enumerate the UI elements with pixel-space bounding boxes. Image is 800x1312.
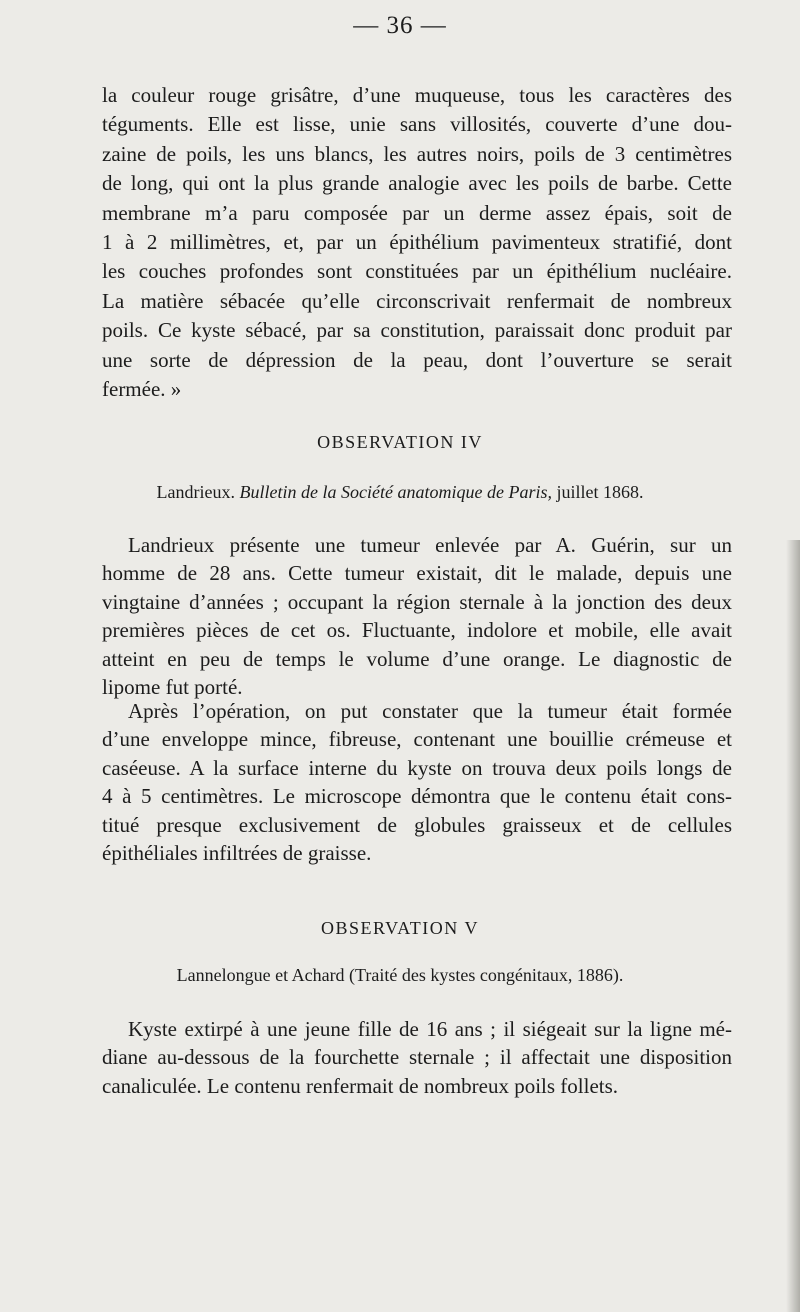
text-line: vingtaine d’années ; occupant la région sternale à la jonction des deux: [102, 589, 732, 614]
text-line: la couleur rouge grisâtre, d’une muqueuse, tous les caractères des: [102, 83, 732, 107]
text-line: 1 à 2 millimètres, et, par un épithélium pavimenteux stratifié, dont: [102, 230, 732, 254]
observation-4-heading: OBSERVATION IV: [317, 432, 483, 452]
text-line: d’une enveloppe mince, fibreuse, contenant une bouillie crémeuse et: [102, 727, 732, 752]
text-line: tégu​ments. Elle est lisse, unie sans villosités, couverte d’une dou-: [102, 112, 732, 137]
citation-date: juillet 1868.: [556, 482, 644, 502]
text-line: membrane m’a paru composée par un derme assez épais, soit de: [102, 200, 732, 225]
text-line: zaine de poils, les uns blancs, les autres noirs, poils de 3 centimètres: [102, 141, 732, 166]
citation-journal: Bulletin de la Société anatomique de Paris,: [239, 482, 552, 502]
observation-5-citation: Lannelongue et Achard (Traité des kystes congénitaux, 1886).: [176, 965, 624, 985]
text-line: premières pièces de cet os. Fluctuante, indolore et mobile, elle avait: [102, 618, 732, 643]
citation-author: Landrieux.: [156, 482, 236, 502]
text-line: La matière sébacée qu’elle circonscrivait renfermait de nombreux: [102, 288, 732, 313]
text-line: homme de 28 ans. Cette tumeur existait, dit le malade, depuis une: [102, 561, 732, 586]
page-edge-shadow: [786, 540, 800, 1312]
text-line: caséeuse. A la surface interne du kyste on trouva deux poils longs de: [102, 755, 732, 780]
text-line: titué presque exclusivement de globules graisseux et de cellules: [102, 812, 732, 837]
text-line: Kyste extirpé à une jeune fille de 16 ans ; il siégeait sur la ligne mé-: [128, 1017, 732, 1041]
text-line: fermée. »: [102, 377, 182, 401]
text-line: 4 à 5 centimètres. Le microscope démontra que le contenu était cons-: [102, 784, 732, 809]
text-line: diane au-dessous de la fourchette sternale ; il affectait une disposition: [102, 1045, 732, 1070]
text-line: atteint en peu de temps le volume d’une orange. Le diagnostic de: [102, 646, 732, 671]
text-line: poils. Ce kyste sébacé, par sa constitution, paraissait donc produit par: [102, 318, 732, 343]
text-line: canaliculée. Le contenu renfermait de nombreux poils follets.: [102, 1073, 619, 1098]
text-line: Landrieux présente une tumeur enlevée par A. Guérin, sur un: [128, 533, 732, 557]
page-number: — 36 —: [353, 12, 447, 39]
text-line: épithéliales infiltrées de graisse.: [102, 841, 372, 865]
text-line: les couches profondes sont constituées par un épithélium nucléaire.: [102, 259, 732, 284]
text-line: une sorte de dépression de la peau, dont l’ouverture se serait: [102, 347, 732, 372]
text-line: Après l’opération, on put constater que la tumeur était formée: [128, 699, 732, 723]
text-line: de long, qui ont la plus grande analogie avec les poils de barbe. Cette: [102, 171, 732, 196]
observation-5-heading: OBSERVATION V: [321, 918, 479, 938]
observation-4-citation: [0, 482, 800, 503]
text-line: lipome fut porté.: [102, 675, 243, 699]
